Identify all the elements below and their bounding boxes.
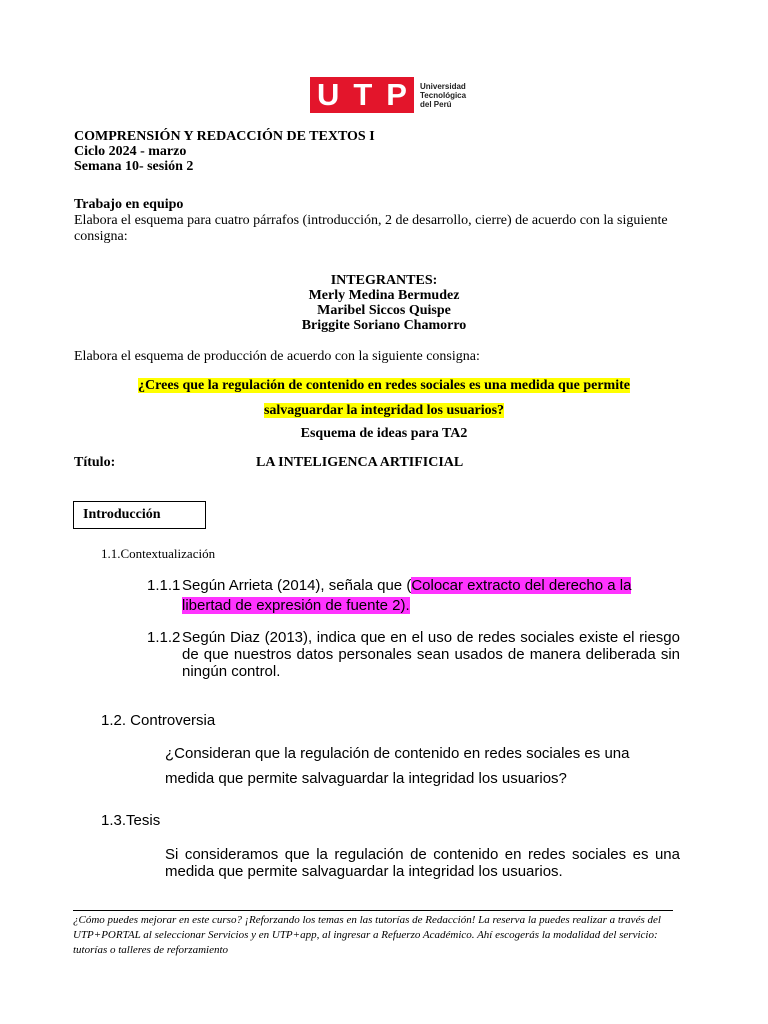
item-number: 1.1.1 <box>147 577 181 594</box>
footer-note: ¿Cómo puedes mejorar en este curso? ¡Reforzando los temas en las tutorías de Redacción! La reserva la puedes realizar a través del UTP+PORTAL al seleccionar Servicios y en UTP+app, al ingresar a Refuerzo Académico. Ahí escogerás la modalidad del servicio: tutorías o talleres de reforzamiento <box>73 914 661 956</box>
logo-subtitle-line: Universidad <box>420 81 466 91</box>
item-1-1-1-highlight-a: Colocar extracto del derecho a la <box>411 577 632 594</box>
utp-logo <box>310 77 466 113</box>
title-label: Título: <box>74 455 116 470</box>
prompt-instruction: Elabora el esquema de producción de acuerdo con la siguiente consigna: <box>74 349 480 364</box>
team-instruction: Elabora el esquema para cuatro párrafos (introducción, 2 de desarrollo, cierre) de acuerdo con la siguiente consigna: <box>74 213 668 244</box>
footer-divider <box>73 910 673 911</box>
introduction-box: Introducción <box>73 501 206 529</box>
prompt-question-line1-text: ¿Crees que la regulación de contenido en redes sociales es una medida que permite <box>138 378 630 393</box>
team-section <box>74 197 714 245</box>
member-name: Merly Medina Bermudez <box>308 288 460 303</box>
member-name: Maribel Siccos Quispe <box>317 303 451 318</box>
controversy-heading: 1.2. Controversia <box>101 712 216 729</box>
item-1-1-1 <box>182 577 680 594</box>
document-header <box>74 129 375 174</box>
prompt-question-line2-text: salvaguardar la integridad los usuarios? <box>263 403 505 418</box>
member-name: Briggite Soriano Chamorro <box>301 318 467 333</box>
logo-subtitle <box>420 82 466 109</box>
team-heading: Trabajo en equipo <box>74 197 184 212</box>
contextualization-heading: 1.1.Contextualización <box>101 546 216 561</box>
item-1-1-2-text: Según Diaz (2013), indica que en el uso de redes sociales existe el riesgo de que nuestros datos personales sean usados de manera deliberada sin ningún control. <box>182 629 680 680</box>
thesis-text: Si consideramos que la regulación de contenido en redes sociales es una medida que permite salvaguardar la integridad los usuarios. <box>165 846 680 880</box>
members-block <box>0 273 768 333</box>
controversy-line1: ¿Consideran que la regulación de contenido en redes sociales es una <box>165 745 630 762</box>
item-1-1-1-highlight-b: libertad de expresión de fuente 2). <box>182 597 410 614</box>
cycle-label: Ciclo 2024 - marzo <box>74 144 187 159</box>
members-heading: INTEGRANTES: <box>330 273 438 288</box>
item-1-1-1-text: Según Arrieta (2014), señala que ( <box>182 577 412 594</box>
prompt-question-line1 <box>0 378 768 393</box>
course-title: COMPRENSIÓN Y REDACCIÓN DE TEXTOS I <box>74 129 375 144</box>
logo-subtitle-line: Tecnológica <box>420 90 467 100</box>
thesis-heading: 1.3.Tesis <box>101 812 161 829</box>
logo-letter-p: P <box>386 77 407 112</box>
item-number: 1.1.2 <box>147 629 181 646</box>
logo-letter-t: T <box>353 77 373 112</box>
logo-subtitle-line: del Perú <box>420 99 452 109</box>
week-label: Semana 10- sesión 2 <box>74 159 194 174</box>
scheme-title: Esquema de ideas para TA2 <box>300 426 468 441</box>
utp-logo-mark <box>310 77 414 113</box>
item-1-1-1-continued <box>182 597 680 614</box>
logo-letter-u: U <box>316 77 340 112</box>
title-value: LA INTELIGENCA ARTIFICIAL <box>256 455 464 470</box>
controversy-line2: medida que permite salvaguardar la integridad los usuarios? <box>165 770 567 787</box>
prompt-question-line2 <box>0 403 768 418</box>
